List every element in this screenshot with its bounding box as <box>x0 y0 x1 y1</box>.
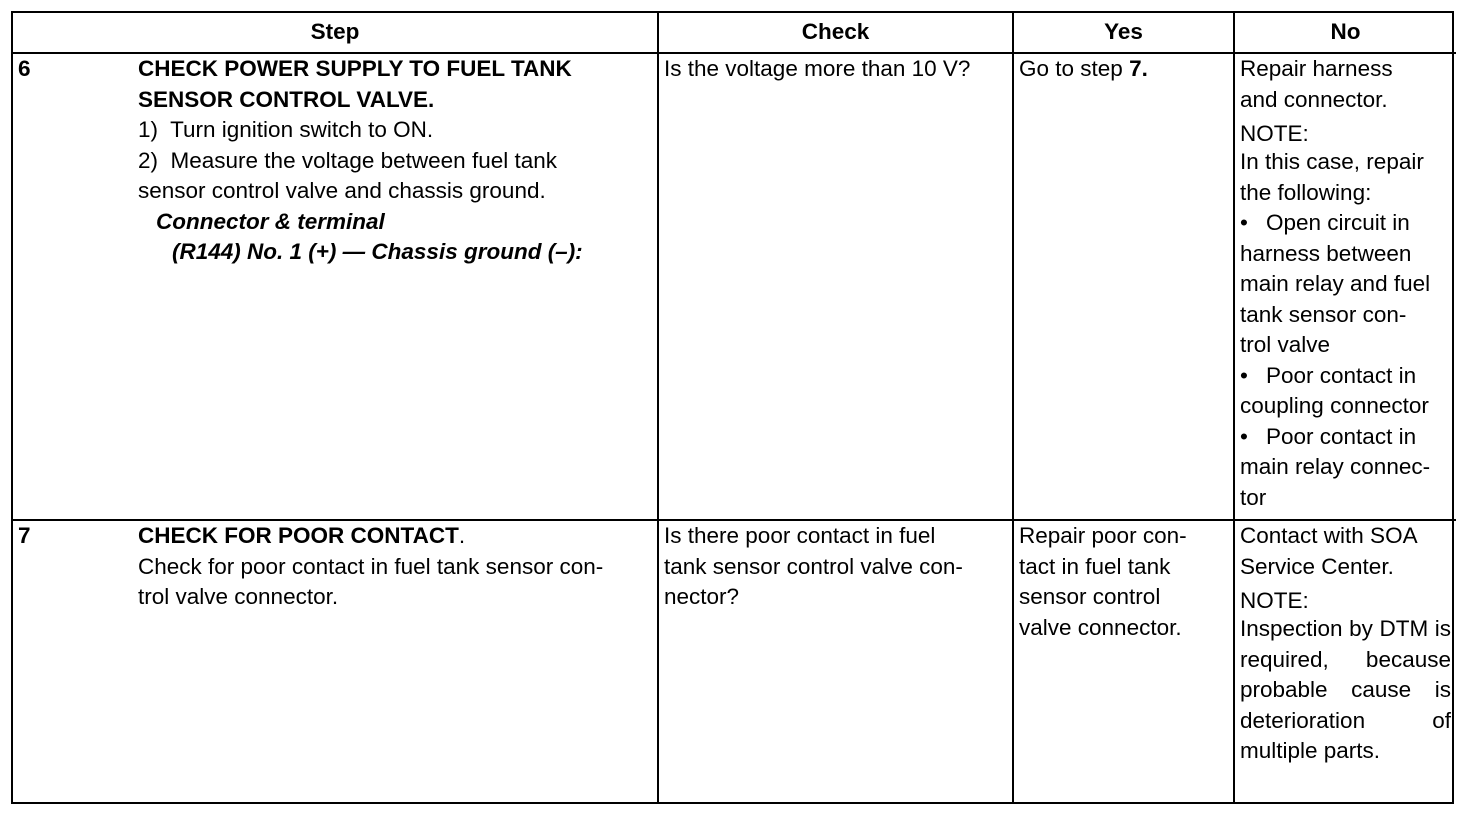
note-line: In this case, repair <box>1240 149 1424 174</box>
check-cell-7 <box>658 520 1013 802</box>
step-title-line: CHECK POWER SUPPLY TO FUEL TANK <box>138 56 572 81</box>
yes-action-line: valve connector. <box>1019 614 1182 640</box>
step-number: 6 <box>18 56 31 81</box>
cause-text: trol valve <box>1240 332 1331 357</box>
header-yes: Yes <box>1013 13 1234 53</box>
header-no: No <box>1234 13 1456 53</box>
troubleshooting-table <box>13 13 1456 802</box>
no-action-line: Service Center. <box>1240 553 1394 579</box>
instruction-line: Check for poor contact in fuel tank sensor con- <box>138 553 604 579</box>
yes-action-line: sensor control <box>1019 584 1161 609</box>
no-cell-6 <box>1234 53 1456 520</box>
yes-prefix: Go to step <box>1019 56 1130 81</box>
table-row-step-7 <box>13 520 1456 802</box>
step-body <box>138 54 652 268</box>
list-item <box>1240 361 1451 422</box>
check-question: Is the voltage more than 10 V? <box>664 56 971 81</box>
check-question-line: Is there poor contact in fuel <box>664 523 936 548</box>
yes-action <box>1019 54 1228 85</box>
check-cell-6 <box>658 53 1013 520</box>
yes-action-line: Repair poor con- <box>1019 523 1187 548</box>
note-line: the following: <box>1240 179 1372 205</box>
no-action-line: and connector. <box>1240 86 1388 112</box>
cause-text: Poor contact in <box>1266 362 1417 388</box>
check-question-line: nector? <box>664 584 740 609</box>
note-label: NOTE: <box>1240 121 1309 146</box>
step-cell-7 <box>13 520 658 802</box>
cause-text: Poor contact in <box>1266 423 1417 449</box>
note-label: NOTE: <box>1240 588 1309 613</box>
step-number: 7 <box>18 523 31 548</box>
note-text: Inspection by DTM is required, because probable cause is deterioration of multiple parts. <box>1240 616 1451 763</box>
cause-text: tor <box>1240 484 1267 510</box>
check-question-line: tank sensor control valve con- <box>664 553 963 579</box>
instruction-line: 1) Turn ignition switch to ON. <box>138 117 434 142</box>
cause-text: harness between <box>1240 240 1412 266</box>
troubleshooting-table-frame <box>11 11 1454 804</box>
bullet-symbol: • <box>1240 210 1248 235</box>
connector-spec: (R144) No. 1 (+) — Chassis ground (–): <box>172 239 583 264</box>
connector-label: Connector & terminal <box>156 208 385 234</box>
table-row-step-6 <box>13 53 1456 520</box>
cause-text: Open circuit in <box>1266 210 1410 235</box>
yes-step-ref: 7. <box>1129 56 1148 81</box>
cause-text: main relay and fuel <box>1240 271 1431 296</box>
cause-text: coupling connector <box>1240 393 1429 418</box>
list-item <box>1240 422 1451 514</box>
step-title-line: SENSOR CONTROL VALVE. <box>138 86 435 112</box>
cause-text: main relay connec- <box>1240 454 1431 479</box>
no-action-line: Contact with SOA <box>1240 523 1418 548</box>
yes-action-line: tact in fuel tank <box>1019 553 1171 579</box>
step-title: CHECK FOR POOR CONTACT <box>138 523 459 548</box>
yes-cell-7 <box>1013 520 1234 802</box>
cause-text: tank sensor con- <box>1240 301 1407 327</box>
no-action-line: Repair harness <box>1240 56 1393 81</box>
instruction-line: 2) Measure the voltage between fuel tank <box>138 147 558 173</box>
header-step: Step <box>13 13 658 53</box>
bullet-symbol: • <box>1240 423 1248 449</box>
header-check: Check <box>658 13 1013 53</box>
instruction-line: trol valve connector. <box>138 584 339 609</box>
bullet-symbol: • <box>1240 362 1248 388</box>
no-cell-7 <box>1234 520 1456 802</box>
step-cell-6 <box>13 53 658 520</box>
yes-cell-6 <box>1013 53 1234 520</box>
table-header-row <box>13 13 1456 53</box>
cause-list <box>1240 208 1451 513</box>
instruction-line: sensor control valve and chassis ground. <box>138 178 546 203</box>
step-title-line <box>138 521 652 552</box>
step-body <box>138 521 652 613</box>
step-title-period: . <box>458 523 466 548</box>
list-item <box>1240 208 1451 361</box>
